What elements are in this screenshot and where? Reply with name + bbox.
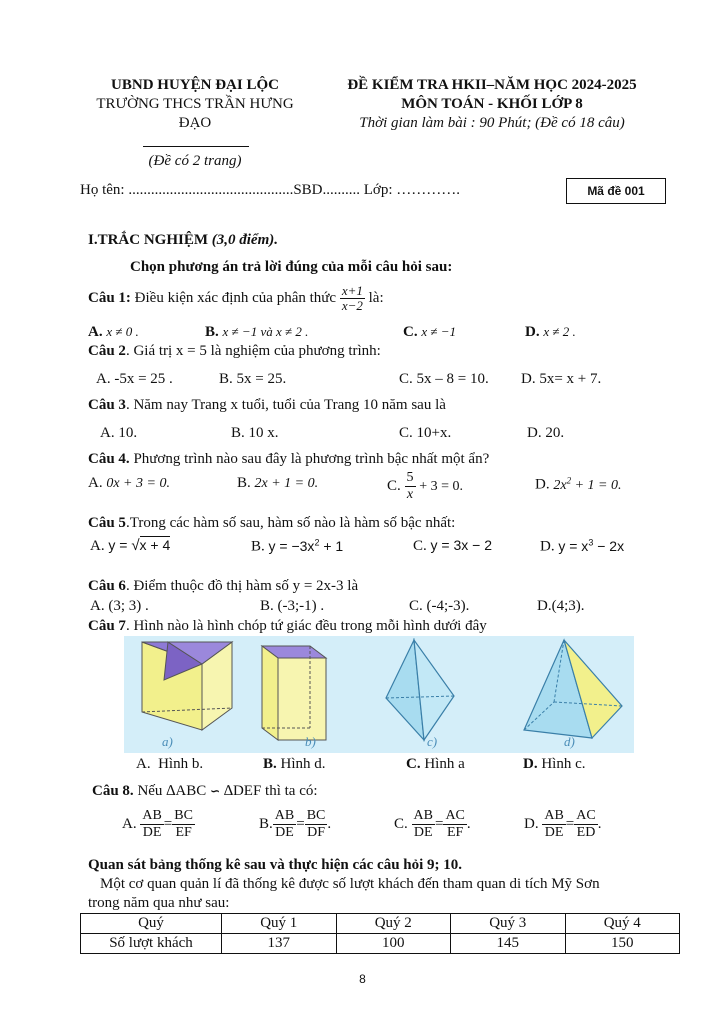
q8-b-tail: . bbox=[327, 816, 332, 833]
q1-option-a: A. x ≠ 0 . bbox=[88, 324, 139, 340]
q4-option-b: B. 2x + 1 = 0. bbox=[237, 475, 319, 491]
q7-b-text: Hình d. bbox=[280, 756, 326, 772]
q3-option-c: C. 10+x. bbox=[399, 425, 452, 441]
table-row-label: Số lượt khách bbox=[81, 934, 222, 954]
q8-d-d2: ED bbox=[576, 825, 596, 841]
solid-figures-svg bbox=[124, 636, 634, 753]
q1-b-text: x ≠ −1 và x ≠ 2 . bbox=[222, 324, 309, 339]
q1-a-text: x ≠ 0 . bbox=[106, 324, 139, 339]
stats-paragraph-2: trong năm qua như sau: bbox=[88, 895, 230, 911]
q2-option-b: B. 5x = 25. bbox=[219, 371, 287, 387]
student-info-line: Họ tên: ............................................SBD.......... Lớp: …………. bbox=[80, 182, 461, 198]
q8-c-n1: AB bbox=[412, 808, 435, 825]
q1-text: Điều kiện xác định của phân thức bbox=[134, 290, 337, 307]
q4-c-tail: + 3 = 0. bbox=[419, 478, 464, 494]
page-count-note: (Đề có 2 trang) bbox=[148, 153, 242, 169]
school-name: TRƯỜNG THCS TRẦN HƯNG bbox=[96, 96, 294, 112]
q5-d-exp: 3 bbox=[588, 537, 594, 547]
q8-c-frac2 bbox=[443, 808, 466, 841]
q8-b-d1: DE bbox=[275, 825, 294, 841]
q1-frac-den: x−2 bbox=[341, 298, 363, 314]
q8-a-d1: DE bbox=[142, 825, 162, 841]
q1-option-d: D. x ≠ 2 . bbox=[525, 324, 576, 340]
q8-b-n1: AB bbox=[273, 808, 296, 825]
section-points: (3,0 điểm). bbox=[211, 232, 278, 248]
q4-option-c: C. $\frac{5}{x}$ + 3 = 0. bbox=[387, 470, 464, 503]
q7-a-text: Hình b. bbox=[158, 756, 204, 772]
stats-paragraph-1: Một cơ quan quản lí đã thống kê được số lượt khách đến tham quan di tích Mỹ Sơn bbox=[100, 876, 600, 892]
q4-a-text: 0x + 3 = 0. bbox=[106, 476, 170, 491]
question-1 bbox=[88, 284, 384, 314]
q5-option-a: A. y = √x + 4 bbox=[90, 537, 171, 554]
q5-label: Câu 5 bbox=[88, 515, 126, 531]
q5-option-d: D. $y = x^3 - 2x$ bbox=[540, 537, 625, 555]
q8-c-n2: AC bbox=[443, 808, 466, 825]
q5-text: .Trong các hàm số sau, hàm số nào là hàm số bậc nhất: bbox=[125, 515, 456, 531]
question-5 bbox=[88, 515, 455, 532]
solid-figures-image bbox=[124, 636, 634, 753]
q1-option-c: C. x ≠ −1 bbox=[403, 324, 457, 340]
fig-label-b: b) bbox=[305, 734, 316, 749]
q8-b-frac1 bbox=[273, 808, 296, 841]
q4-text: Phương trình nào sau đây là phương trình bậc nhất một ẩn? bbox=[133, 451, 490, 467]
exam-code-box: Mã đề 001 bbox=[566, 178, 666, 204]
q2-option-a: A. -5x = 25 . bbox=[96, 371, 173, 387]
q7-option-d: D. Hình c. bbox=[523, 756, 586, 772]
q8-d-d1: DE bbox=[544, 825, 564, 841]
q8-b-frac2 bbox=[305, 808, 328, 841]
table-cell: 150 bbox=[565, 934, 680, 954]
q1-frac-num: x+1 bbox=[341, 283, 363, 298]
visitor-stats-table bbox=[80, 913, 680, 954]
table-header-cell: Quý 4 bbox=[565, 914, 680, 934]
table-header-cell: Quý bbox=[81, 914, 222, 934]
question-3 bbox=[88, 397, 446, 414]
header-divider bbox=[143, 146, 249, 147]
q1-c-text: x ≠ −1 bbox=[421, 324, 457, 339]
stats-intro: Quan sát bảng thống kê sau và thực hiện các câu hỏi 9; 10. bbox=[88, 857, 463, 873]
q4-d-exp: 2 bbox=[566, 475, 572, 485]
q8-d-n2: AC bbox=[574, 808, 597, 825]
q4-c-num: 5 bbox=[405, 470, 416, 487]
table-header-cell: Quý 2 bbox=[336, 914, 451, 934]
q8-a-n2: BC bbox=[172, 808, 195, 825]
q7-label: Câu 7 bbox=[88, 618, 126, 634]
section-instruction: Chọn phương án trả lời đúng của mỗi câu hỏi sau: bbox=[130, 259, 453, 275]
q8-d-tail: . bbox=[597, 816, 602, 833]
q6-option-d: D.(4;3). bbox=[537, 598, 585, 614]
figure-b-cuboid bbox=[262, 646, 326, 740]
table-header-row bbox=[81, 914, 680, 934]
q5-b-tail: + 1 bbox=[319, 537, 344, 554]
q8-a-n1: AB bbox=[140, 808, 163, 825]
q8-d-frac2 bbox=[574, 808, 597, 841]
q8-b-n2: BC bbox=[305, 808, 328, 825]
q5-option-b: B. $y = -3x^2 + 1$ bbox=[251, 537, 344, 555]
q8-a-frac1 bbox=[140, 808, 163, 841]
question-8 bbox=[92, 783, 318, 800]
q8-option-a: A. $\frac{AB}{DE}$ = $\frac{BC}{EF}$ bbox=[122, 808, 193, 841]
q4-d-tail: + 1 = 0. bbox=[574, 477, 622, 493]
q8-c-tail: . bbox=[466, 816, 471, 833]
q1-d-text: x ≠ 2 . bbox=[543, 324, 576, 339]
q5-c-text: y = 3x − 2 bbox=[430, 537, 492, 553]
table-cell: 137 bbox=[222, 934, 337, 954]
q2-option-d: D. 5x= x + 7. bbox=[521, 371, 602, 387]
exam-duration: Thời gian làm bài : 90 Phút; (Đề có 18 câu) bbox=[359, 115, 625, 131]
school-district: UBND HUYỆN ĐẠI LỘC bbox=[111, 77, 279, 93]
q4-c-fraction bbox=[405, 470, 416, 503]
q2-label: Câu 2 bbox=[88, 343, 126, 359]
q8-c-d1: DE bbox=[413, 825, 433, 841]
q6-text: . Điểm thuộc đồ thị hàm số y = 2x-3 là bbox=[125, 578, 359, 594]
q8-c-d2: EF bbox=[446, 825, 464, 841]
q7-option-a: A. Hình b. bbox=[136, 756, 204, 772]
q1-label: Câu 1: bbox=[88, 290, 131, 307]
figure-a-prism bbox=[142, 642, 232, 730]
q4-d-base: 2x bbox=[553, 477, 567, 493]
q2-option-c: C. 5x – 8 = 10. bbox=[399, 371, 489, 387]
q1-fraction bbox=[340, 284, 365, 314]
q7-option-c: C. Hình a bbox=[406, 756, 465, 772]
q3-option-b: B. 10 x. bbox=[231, 425, 279, 441]
q1-tail: là: bbox=[368, 290, 384, 307]
q8-text-post: ∆DEF thì ta có: bbox=[223, 783, 318, 799]
q7-text: . Hình nào là hình chóp tứ giác đều trong mỗi hình dưới đây bbox=[125, 618, 487, 634]
exam-title: ĐỀ KIỂM TRA HKII–NĂM HỌC 2024-2025 bbox=[347, 77, 637, 93]
q1-option-b: B. x ≠ −1 và x ≠ 2 . bbox=[205, 324, 309, 340]
school-name-cont: ĐẠO bbox=[178, 115, 212, 131]
table-cell: 100 bbox=[336, 934, 451, 954]
q5-b-pre: y = −3x bbox=[268, 537, 315, 554]
table-row bbox=[81, 934, 680, 954]
q5-a-pre: y = bbox=[108, 537, 132, 553]
q4-b-text: 2x + 1 = 0. bbox=[254, 476, 319, 491]
similar-symbol: ∽ bbox=[209, 784, 221, 798]
q7-option-b: B. Hình d. bbox=[263, 756, 326, 772]
q3-text: . Năm nay Trang x tuổi, tuổi của Trang 10 năm sau là bbox=[125, 397, 446, 413]
fig-label-d: d) bbox=[564, 734, 575, 749]
q6-option-c: C. (-4;-3). bbox=[409, 598, 470, 614]
q6-option-b: B. (-3;-1) . bbox=[260, 598, 325, 614]
q5-a-radicand: x + 4 bbox=[139, 537, 171, 553]
table-cell: 145 bbox=[451, 934, 566, 954]
q7-d-text: Hình c. bbox=[541, 756, 586, 772]
question-2 bbox=[88, 343, 381, 360]
q4-option-a: A. 0x + 3 = 0. bbox=[88, 475, 170, 491]
question-7 bbox=[88, 618, 487, 635]
question-4 bbox=[88, 451, 489, 468]
fig-label-a: a) bbox=[162, 734, 173, 749]
question-6 bbox=[88, 578, 358, 595]
q8-d-n1: AB bbox=[542, 808, 565, 825]
q4-label: Câu 4. bbox=[88, 451, 130, 467]
q5-d-tail: − 2x bbox=[593, 537, 625, 554]
figure-c-tetrahedron bbox=[386, 640, 454, 740]
q3-option-a: A. 10. bbox=[100, 425, 138, 441]
q5-option-c: C. y = 3x − 2 bbox=[413, 537, 492, 554]
section-title: I.TRẮC NGHIỆM bbox=[88, 232, 209, 248]
q3-option-d: D. 20. bbox=[527, 425, 565, 441]
q8-b-d2: DF bbox=[307, 825, 325, 841]
q2-text: . Giá trị x = 5 là nghiệm của phương trình: bbox=[125, 343, 381, 359]
q8-label: Câu 8. bbox=[92, 783, 134, 799]
table-header-cell: Quý 3 bbox=[451, 914, 566, 934]
q8-c-frac1 bbox=[412, 808, 435, 841]
section-heading bbox=[88, 232, 278, 249]
q4-option-d: D. $2x^2 + 1 = 0$. bbox=[535, 475, 622, 493]
q6-option-a: A. (3; 3) . bbox=[90, 598, 149, 614]
q6-label: Câu 6 bbox=[88, 578, 126, 594]
q8-option-d: D. $\frac{AB}{DE}$ = $\frac{AC}{ED}$ . bbox=[524, 808, 602, 841]
q4-c-den: x bbox=[406, 487, 414, 503]
q8-a-d2: EF bbox=[175, 825, 192, 841]
q7-c-text: Hình a bbox=[424, 756, 465, 772]
figure-d-square-pyramid bbox=[524, 640, 622, 738]
fig-label-c: c) bbox=[427, 734, 438, 749]
table-header-cell: Quý 1 bbox=[222, 914, 337, 934]
q5-b-exp: 2 bbox=[314, 537, 320, 547]
q8-d-frac1 bbox=[542, 808, 565, 841]
q3-label: Câu 3 bbox=[88, 397, 126, 413]
q8-a-frac2 bbox=[172, 808, 195, 841]
subject-title: MÔN TOÁN - KHỐI LỚP 8 bbox=[401, 96, 583, 112]
q8-text-pre: Nếu ∆ABC bbox=[137, 783, 207, 799]
q8-option-c: C. $\frac{AB}{DE}$ = $\frac{AC}{EF}$ . bbox=[394, 808, 471, 841]
q5-d-pre: y = x bbox=[558, 537, 589, 554]
q8-option-b: B. $\frac{AB}{DE}$ = $\frac{BC}{DF}$ . bbox=[259, 808, 332, 841]
page-number: 8 bbox=[359, 972, 366, 986]
